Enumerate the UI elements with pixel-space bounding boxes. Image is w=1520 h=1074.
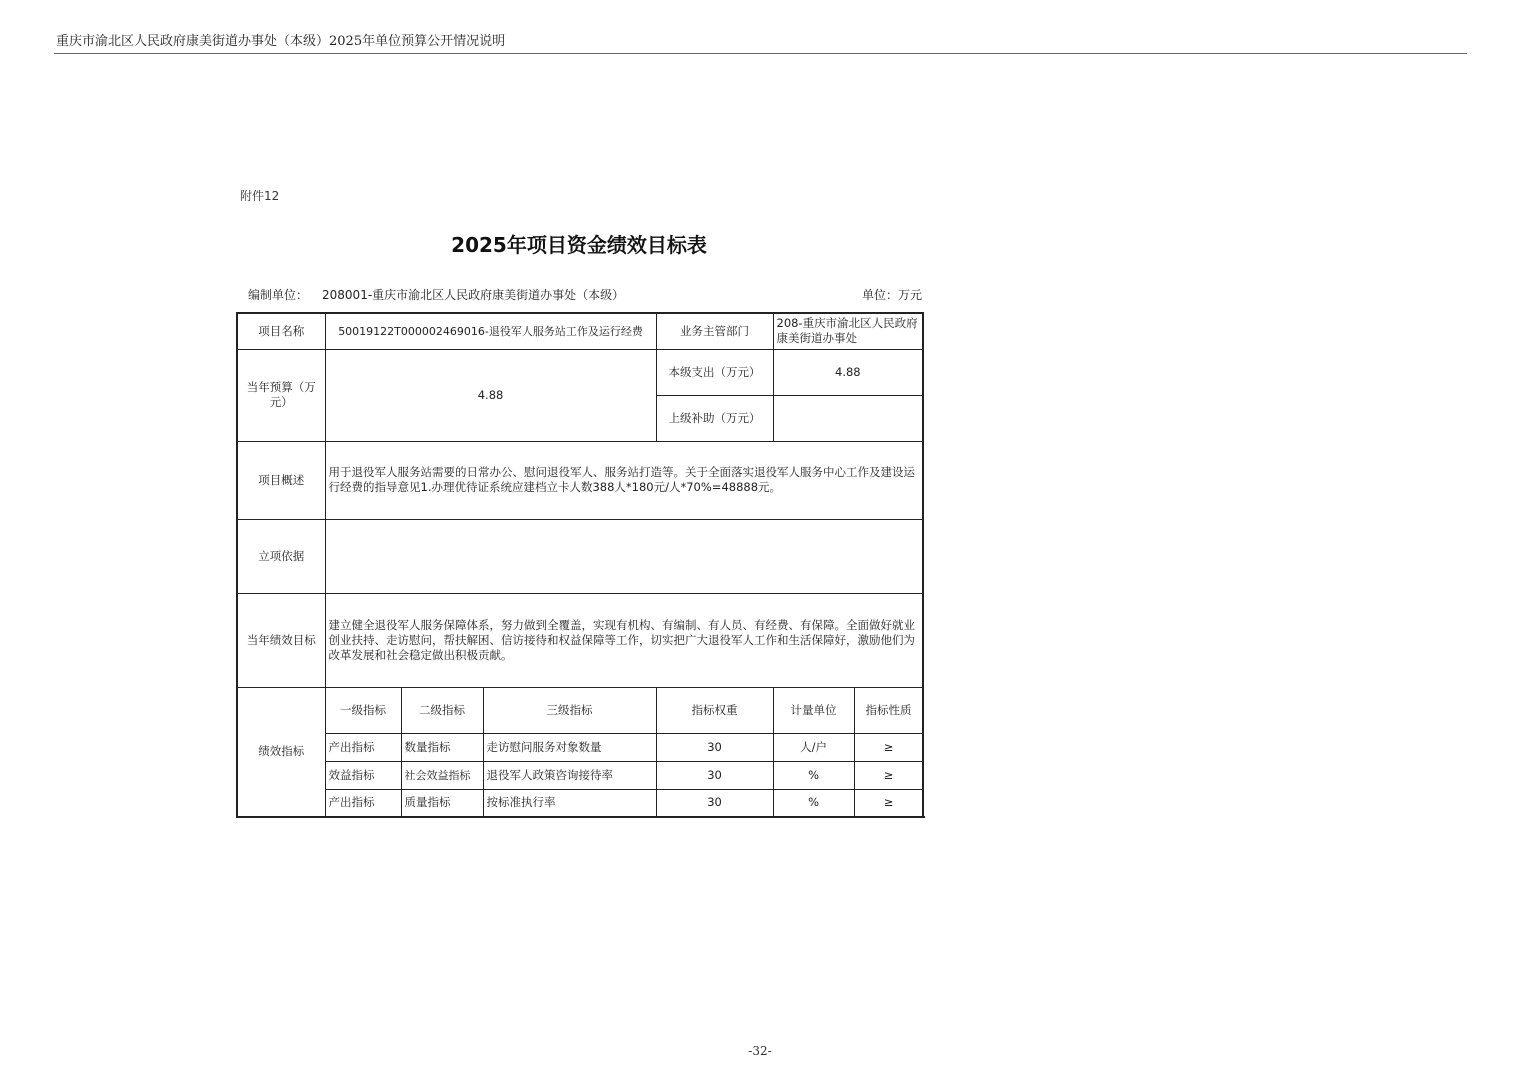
dept-value: 208-重庆市渝北区人民政府康美街道办事处 xyxy=(773,313,923,349)
compiling-unit-label: 编制单位： xyxy=(248,288,309,302)
indicator-cell: ≥ xyxy=(854,733,923,761)
compiling-unit-value: 208001-重庆市渝北区人民政府康美街道办事处（本级） xyxy=(322,288,625,302)
indicator-cell: 数量指标 xyxy=(401,733,483,761)
header-divider xyxy=(54,53,1467,54)
document-title: 2025年项目资金绩效目标表 xyxy=(451,233,707,257)
overview-value: 用于退役军人服务站需要的日常办公、慰问退役军人、服务站打造等。关于全面落实退役军人服务中心工作及建设运行经费的指导意见1.办理优待证系统应建档立卡人数388人*180元/人*70%=48888元。 xyxy=(325,441,923,519)
indicator-label: 绩效指标 xyxy=(237,687,325,817)
indicator-cell: 产出指标 xyxy=(325,789,401,817)
indicator-cell: 30 xyxy=(656,761,773,789)
goal-value: 建立健全退役军人服务保障体系，努力做到全覆盖，实现有机构、有编制、有人员、有经费、有保障。全面做好就业创业扶持、走访慰问，帮扶解困、信访接待和权益保障等工作，切实把广大退役军人工作和生活保障好，激励他们为改革发展和社会稳定做出积极贡献。 xyxy=(325,593,923,687)
page-header-title: 重庆市渝北区人民政府康美街道办事处（本级）2025年单位预算公开情况说明 xyxy=(56,34,506,49)
attachment-label: 附件12 xyxy=(240,189,280,203)
superior-subsidy-label: 上级补助（万元） xyxy=(656,395,773,441)
performance-target-table xyxy=(236,312,924,818)
basis-label: 立项依据 xyxy=(237,519,325,593)
indicator-cell: 30 xyxy=(656,733,773,761)
indicator-header: 一级指标 xyxy=(325,687,401,733)
basis-value xyxy=(325,519,923,593)
page-number: -32- xyxy=(748,1044,772,1058)
currency-unit: 单位：万元 xyxy=(861,288,922,302)
indicator-header: 二级指标 xyxy=(401,687,483,733)
indicator-cell: 退役军人政策咨询接待率 xyxy=(483,761,656,789)
table-row xyxy=(237,789,923,817)
indicator-cell: 30 xyxy=(656,789,773,817)
overview-label: 项目概述 xyxy=(237,441,325,519)
indicator-cell: % xyxy=(773,761,854,789)
indicator-cell: % xyxy=(773,789,854,817)
budget-value: 4.88 xyxy=(325,349,656,441)
local-expense-label: 本级支出（万元） xyxy=(656,349,773,395)
indicator-cell: 产出指标 xyxy=(325,733,401,761)
project-name-value: 50019122T000002469016-退役军人服务站工作及运行经费 xyxy=(325,313,656,349)
goal-label: 当年绩效目标 xyxy=(237,593,325,687)
dept-label: 业务主管部门 xyxy=(656,313,773,349)
project-name-label: 项目名称 xyxy=(237,313,325,349)
compiling-unit xyxy=(248,286,624,303)
indicator-header: 三级指标 xyxy=(483,687,656,733)
indicator-cell: 人/户 xyxy=(773,733,854,761)
table-row xyxy=(237,733,923,761)
indicator-cell: ≥ xyxy=(854,789,923,817)
indicator-header: 计量单位 xyxy=(773,687,854,733)
indicator-cell: 质量指标 xyxy=(401,789,483,817)
indicator-cell: 效益指标 xyxy=(325,761,401,789)
budget-label: 当年预算（万元） xyxy=(237,349,325,441)
indicator-cell: 走访慰问服务对象数量 xyxy=(483,733,656,761)
indicator-cell: 按标准执行率 xyxy=(483,789,656,817)
table-row xyxy=(237,761,923,789)
indicator-cell: 社会效益指标 xyxy=(401,761,483,789)
local-expense-value: 4.88 xyxy=(773,349,923,395)
indicator-header: 指标权重 xyxy=(656,687,773,733)
indicator-cell: ≥ xyxy=(854,761,923,789)
indicator-header: 指标性质 xyxy=(854,687,923,733)
superior-subsidy-value xyxy=(773,395,923,441)
